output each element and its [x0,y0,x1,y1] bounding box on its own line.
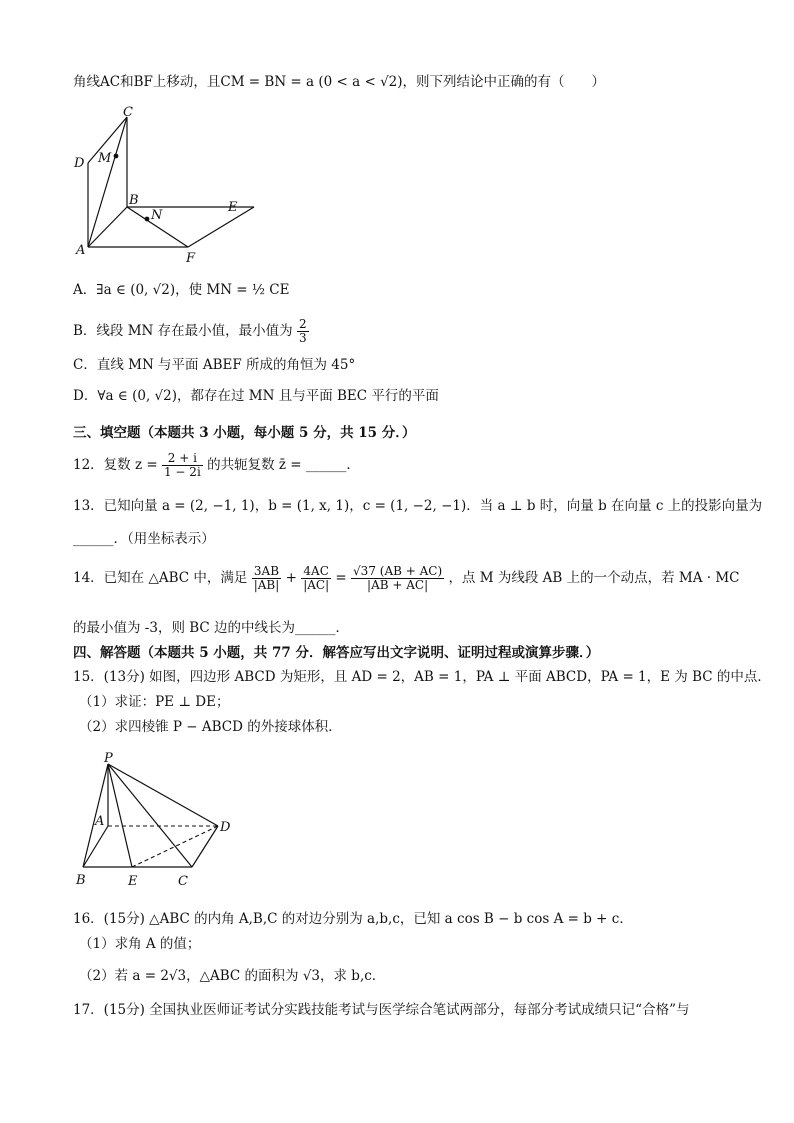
point-m [114,154,119,159]
q17: 17．(15分) 全国执业医师证考试分实践技能考试与医学综合笔试两部分，每部分考试成绩只记“合格”与 [73,1002,690,1018]
label-b: B [129,193,139,208]
q15-part-1: （1）求证：PE ⊥ DE； [79,694,230,710]
label-c: C [123,105,133,120]
fraction-numerator: 2 + i [162,452,203,466]
fraction-denominator: |AB + AC| [367,578,429,592]
q11-stem: 角线AC和BF上移动，且CM = BN = a (0 < a < √2)，则下列结论中正确的有（ ） [73,74,606,90]
q11-option-b-fraction [297,318,309,345]
label-n: N [151,208,163,223]
q14-continued: 的最小值为 -3，则 BC 边的中线长为______． [73,620,350,636]
point-n [145,217,150,222]
q12-fraction [162,452,203,479]
fraction-numerator: 3AB [252,565,282,579]
fraction-denominator: |AC| [303,578,330,592]
fraction-denominator: 1 − 2i [163,465,201,479]
fraction-numerator: √37 (AB + AC) [353,564,443,578]
q11-option-b [73,318,309,345]
q12 [73,452,360,479]
q13-continued: ______．（用坐标表示） [73,531,215,547]
label-c: C [178,874,188,889]
q11-option-c: C．直线 MN 与平面 ABEF 所成的角恒为 45° [73,357,356,373]
q15-part-2: （2）求四棱锥 P − ABCD 的外接球体积． [79,719,342,735]
figure-pyramid [70,750,245,892]
q16-part-2: （2）若 a = 2√3，△ABC 的面积为 √3，求 b,c． [79,968,386,984]
q16: 16．(15分) △ABC 的内角 A,B,C 的对边分别为 a,b,c，已知 a cos B − b cos A = b + c． [73,911,633,927]
equals-sign: = [335,570,347,586]
label-e: E [228,200,238,215]
label-a: A [95,814,105,829]
fraction-numerator: 2 [298,317,307,331]
q16-part-1: （1）求角 A 的值； [79,936,201,952]
plus-sign: + [285,570,297,586]
fraction-numerator: 4AC [301,565,331,579]
label-f: F [186,251,196,266]
q11-option-b-text: B．线段 MN 存在最小值，最小值为 [73,323,293,339]
figure-prism [68,100,268,270]
fraction-denominator: 3 [298,331,307,345]
q12-text: 12．复数 z = [73,457,158,473]
label-d: D [220,820,231,835]
q14-fraction-2 [301,565,331,592]
q11-option-d: D．∀a ∈ (0, √2)，都存在过 MN 且与平面 BEC 平行的平面 [73,388,439,404]
q14-text: 14．已知在 △ABC 中，满足 [73,570,248,586]
label-a: A [76,243,86,258]
q14 [73,565,740,592]
fraction-denominator: |AB| [253,578,280,592]
q11-option-a: A．∃a ∈ (0, √2)，使 MN = ½ CE [73,282,290,298]
q15: 15．(13分) 如图，四边形 ABCD 为矩形，且 AD = 2，AB = 1，PA ⊥ 平面 ABCD，PA = 1，E 为 BC 的中点． [73,669,771,685]
label-e: E [128,874,138,889]
q12-tail: 的共轭复数 z̄ = ______． [207,457,360,473]
q14-fraction-1 [252,565,282,592]
section-3-heading: 三、填空题（本题共 3 小题，每小题 5 分，共 15 分．） [73,425,416,441]
label-m: M [98,151,112,166]
q13: 13．已知向量 a = (2, −1, 1)，b = (1, x, 1)，c = (1, −2, −1)．当 a ⊥ b 时，向量 b 在向量 c 上的投影向量为 [73,498,763,514]
label-d: D [74,156,85,171]
q14-tail: ，点 M 为线段 AB 上的一个动点，若 MA · MC [448,570,740,586]
label-p: P [104,751,113,766]
label-b: B [76,873,86,888]
q14-fraction-3 [351,565,444,592]
section-4-heading: 四、解答题（本题共 5 小题，共 77 分．解答应写出文字说明、证明过程或演算步骤．） [73,645,600,661]
